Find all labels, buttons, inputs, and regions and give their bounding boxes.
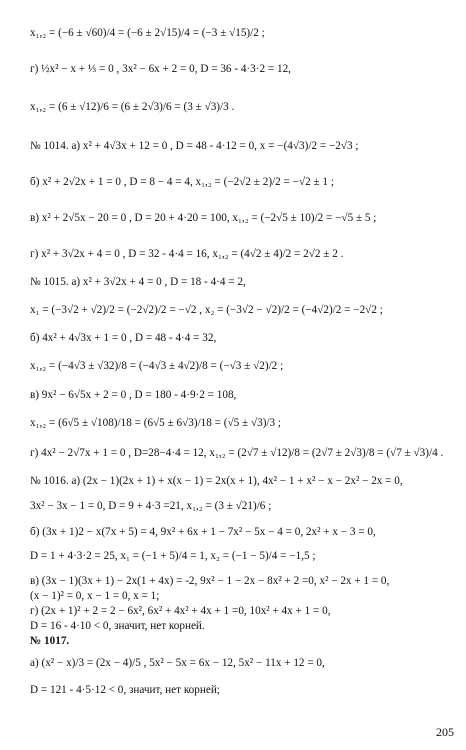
solution-line: б) x² + 2√2x + 1 = 0 , D = 8 − 4 = 4, x₁,₂ = (−2√2 ± 2)/2 = −√2 ± 1 ;: [30, 176, 334, 188]
solution-line: x₁,₂ = (−4√3 ± √32)/8 = (−4√3 ± 4√2)/8 = (−√3 ± √2)/2 ;: [30, 360, 284, 372]
solution-line: б) 4x² + 4√3x + 1 = 0 , D = 48 - 4·4 = 32,: [30, 332, 217, 344]
solution-line: № 1014. а) x² + 4√3x + 12 = 0 , D = 48 - 4·12 = 0, x = −(4√3)/2 = −2√3 ;: [30, 140, 359, 152]
exercise-heading: № 1017.: [30, 635, 70, 647]
solution-line: г) (2x + 1)² + 2 = 2 − 6x², 6x² + 4x² + 4x + 1 =0, 10x² + 4x + 1 = 0,: [30, 605, 331, 617]
solution-line: г) ½x² − x + ⅓ = 0 , 3x² − 6x + 2 = 0, D = 36 - 4·3·2 = 12,: [30, 63, 291, 75]
page-number: 205: [436, 725, 454, 739]
solution-line: D = 1 + 4·3·2 = 25, x₁ = (−1 + 5)/4 = 1, x₂ = (−1 − 5)/4 = −1,5 ;: [30, 550, 316, 562]
solution-line: x₁,₂ = (6√5 ± √108)/18 = (6√5 ± 6√3)/18 = (√5 ± √3)/3 ;: [30, 417, 282, 429]
solution-line: D = 16 - 4·10 < 0, значит, нет корней.: [30, 620, 205, 632]
solution-line: x₁ = (−3√2 + √2)/2 = (−2√2)/2 = −√2 , x₂ = (−3√2 − √2)/2 = (−4√2)/2 = −2√2 ;: [30, 304, 383, 316]
solution-line: № 1015. а) x² + 3√2x + 4 = 0 , D = 18 - 4·4 = 2,: [30, 276, 246, 288]
solution-line: г) x² + 3√2x + 4 = 0 , D = 32 - 4·4 = 16, x₁,₂ = (4√2 ± 4)/2 = 2√2 ± 2 .: [30, 248, 344, 260]
solution-line: в) (3x − 1)(3x + 1) − 2x(1 + 4x) = -2, 9x² − 1 − 2x − 8x² + 2 =0, x² − 2x + 1 = 0,: [30, 575, 390, 587]
solution-line: а) (x² − x)/3 = (2x − 4)/5 , 5x² − 5x = 6x − 12, 5x² − 11x + 12 = 0,: [30, 657, 325, 669]
solution-line: (x − 1)² = 0, x − 1 = 0, x = 1;: [30, 590, 160, 602]
solution-line: г) 4x² − 2√7x + 1 = 0 , D=28−4·4 = 12, x₁,₂ = (2√7 ± √12)/8 = (2√7 ± 2√3)/8 = (√7 ± √3)/4 .: [30, 447, 444, 459]
solution-line: D = 121 - 4·5·12 < 0, значит, нет корней;: [30, 684, 220, 696]
solution-line: 3x² − 3x − 1 = 0, D = 9 + 4·3 =21, x₁,₂ = (3 ± √21)/6 ;: [30, 500, 272, 512]
solution-line: № 1016. а) (2x − 1)(2x + 1) + x(x − 1) = 2x(x + 1), 4x² − 1 + x² − x − 2x² − 2x = 0,: [30, 475, 403, 487]
solution-line: в) x² + 2√5x − 20 = 0 , D = 20 + 4·20 = 100, x₁,₂ = (−2√5 ± 10)/2 = −√5 ± 5 ;: [30, 212, 377, 224]
solution-line: x₁,₂ = (−6 ± √60)/4 = (−6 ± 2√15)/4 = (−3 ± √15)/2 ;: [30, 27, 265, 39]
solution-line: x₁,₂ = (6 ± √12)/6 = (6 ± 2√3)/6 = (3 ± √3)/3 .: [30, 101, 235, 113]
solution-line: в) 9x² − 6√5x + 2 = 0 , D = 180 - 4·9·2 = 108,: [30, 389, 237, 401]
solution-line: б) (3x + 1)2 − x(7x + 5) = 4, 9x² + 6x + 1 − 7x² − 5x − 4 = 0, 2x² + x − 3 = 0,: [30, 526, 376, 538]
